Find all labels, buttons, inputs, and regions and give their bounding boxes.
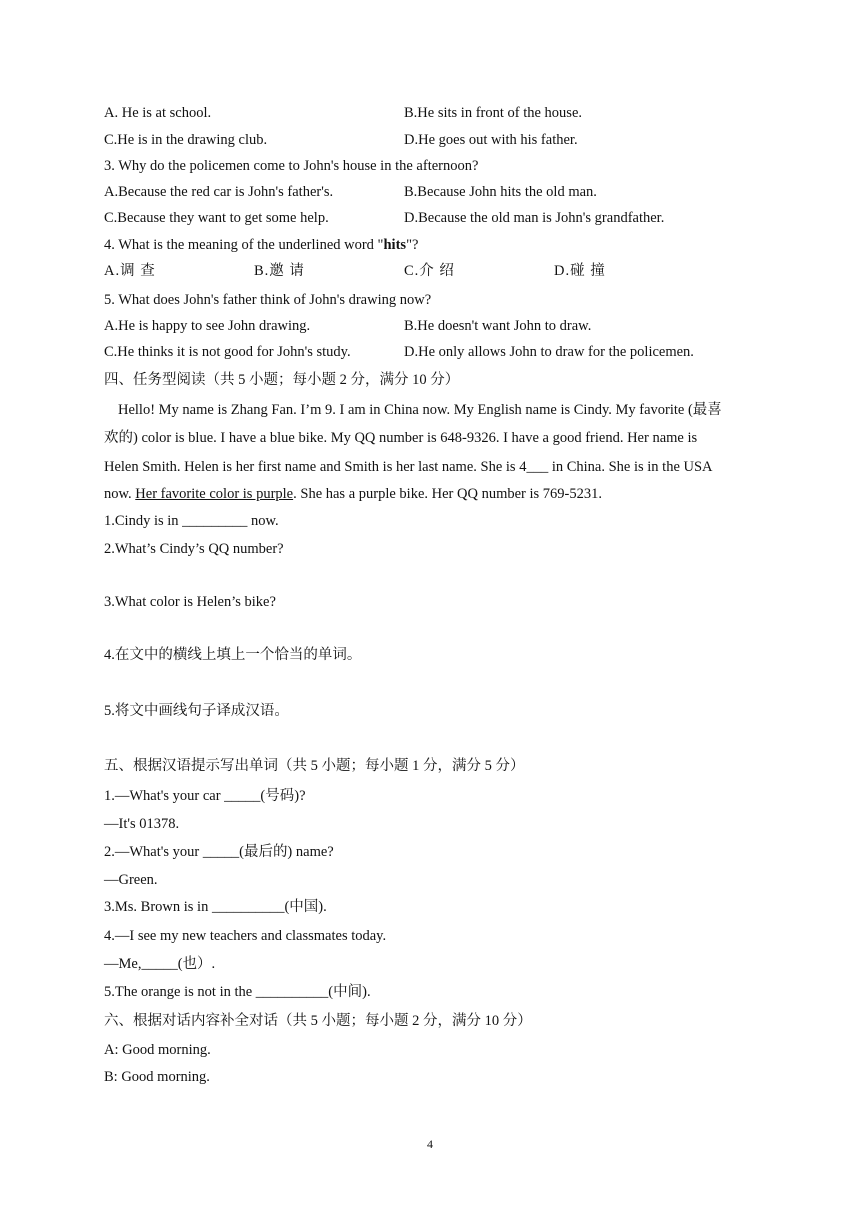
q4-question-suffix: "? [406, 237, 419, 253]
q5-question: 5. What does John's father think of John's drawing now? [104, 292, 432, 308]
word-question-5: 5.The orange is not in the __________(中间). [104, 984, 371, 1000]
section4-heading: 四、任务型阅读（共 5 小题；每小题 2 分，满分 10 分） [104, 372, 460, 388]
section5-heading: 五、根据汉语提示写出单词（共 5 小题；每小题 1 分，满分 5 分） [104, 758, 525, 774]
dialogue-line-1: A: Good morning. [104, 1042, 211, 1058]
word-answer-2: —Green. [104, 872, 158, 888]
q5-option-d: D.He only allows John to draw for the policemen. [404, 344, 694, 360]
q2-option-a: A. He is at school. [104, 105, 212, 121]
q5-option-b: B.He doesn't want John to draw. [404, 318, 592, 334]
reading-question-3: 3.What color is Helen’s bike? [104, 594, 276, 610]
q3-option-c: C.Because they want to get some help. [104, 210, 329, 226]
q2-option-c: C.He is in the drawing club. [104, 132, 268, 148]
q5-option-c: C.He thinks it is not good for John's study. [104, 344, 351, 360]
section6-heading: 六、根据对话内容补全对话（共 5 小题；每小题 2 分，满分 10 分） [104, 1013, 532, 1029]
reading-question-5: 5.将文中画线句子译成汉语。 [104, 703, 289, 719]
q3-option-a: A.Because the red car is John's father's. [104, 184, 334, 200]
q4-option-a: A.调 查 [104, 263, 156, 279]
reading-question-2: 2.What’s Cindy’s QQ number? [104, 541, 284, 557]
q3-option-d: D.Because the old man is John's grandfather. [404, 210, 665, 226]
q4-option-d: D.碰 撞 [554, 263, 606, 279]
word-question-3: 3.Ms. Brown is in __________(中国). [104, 899, 327, 915]
q4-underlined-word: hits [383, 237, 407, 253]
reading-line-1: Hello! My name is Zhang Fan. I’m 9. I am in China now. My English name is Cindy. My favorite (最喜 [118, 402, 722, 418]
reading-question-1: 1.Cindy is in _________ now. [104, 513, 279, 529]
q4-question [104, 236, 418, 254]
reading-line-2: 欢的) color is blue. I have a blue bike. My QQ number is 648-9326. I have a good friend. Her name is [104, 430, 698, 446]
q2-option-d: D.He goes out with his father. [404, 132, 578, 148]
word-question-4: 4.—I see my new teachers and classmates today. [104, 928, 387, 944]
dialogue-line-2: B: Good morning. [104, 1069, 210, 1085]
word-question-2: 2.—What's your _____(最后的) name? [104, 844, 334, 860]
reading-line-4-start: now. [104, 486, 136, 502]
word-question-1: 1.—What's your car _____(号码)? [104, 788, 306, 804]
reading-question-4: 4.在文中的横线上填上一个恰当的单词。 [104, 647, 362, 663]
q3-question: 3. Why do the policemen come to John's house in the afternoon? [104, 158, 479, 174]
reading-line-4-end: . She has a purple bike. Her QQ number is 769-5231. [293, 486, 602, 502]
q5-option-a: A.He is happy to see John drawing. [104, 318, 311, 334]
reading-line-4 [104, 485, 754, 503]
q2-option-b: B.He sits in front of the house. [404, 105, 583, 121]
page-number: 4 [427, 1137, 433, 1151]
word-answer-1: —It's 01378. [104, 816, 180, 832]
q4-option-b: B.邀 请 [254, 263, 305, 279]
q4-option-c: C.介 绍 [404, 263, 455, 279]
reading-line-3: Helen Smith. Helen is her first name and Smith is her last name. She is 4___ in China. She is in the USA [104, 459, 713, 475]
word-answer-4: —Me,_____(也）. [104, 956, 216, 972]
q4-question-prefix: 4. What is the meaning of the underlined word " [104, 237, 384, 253]
underlined-sentence: Her favorite color is purple [135, 486, 294, 502]
q3-option-b: B.Because John hits the old man. [404, 184, 597, 200]
